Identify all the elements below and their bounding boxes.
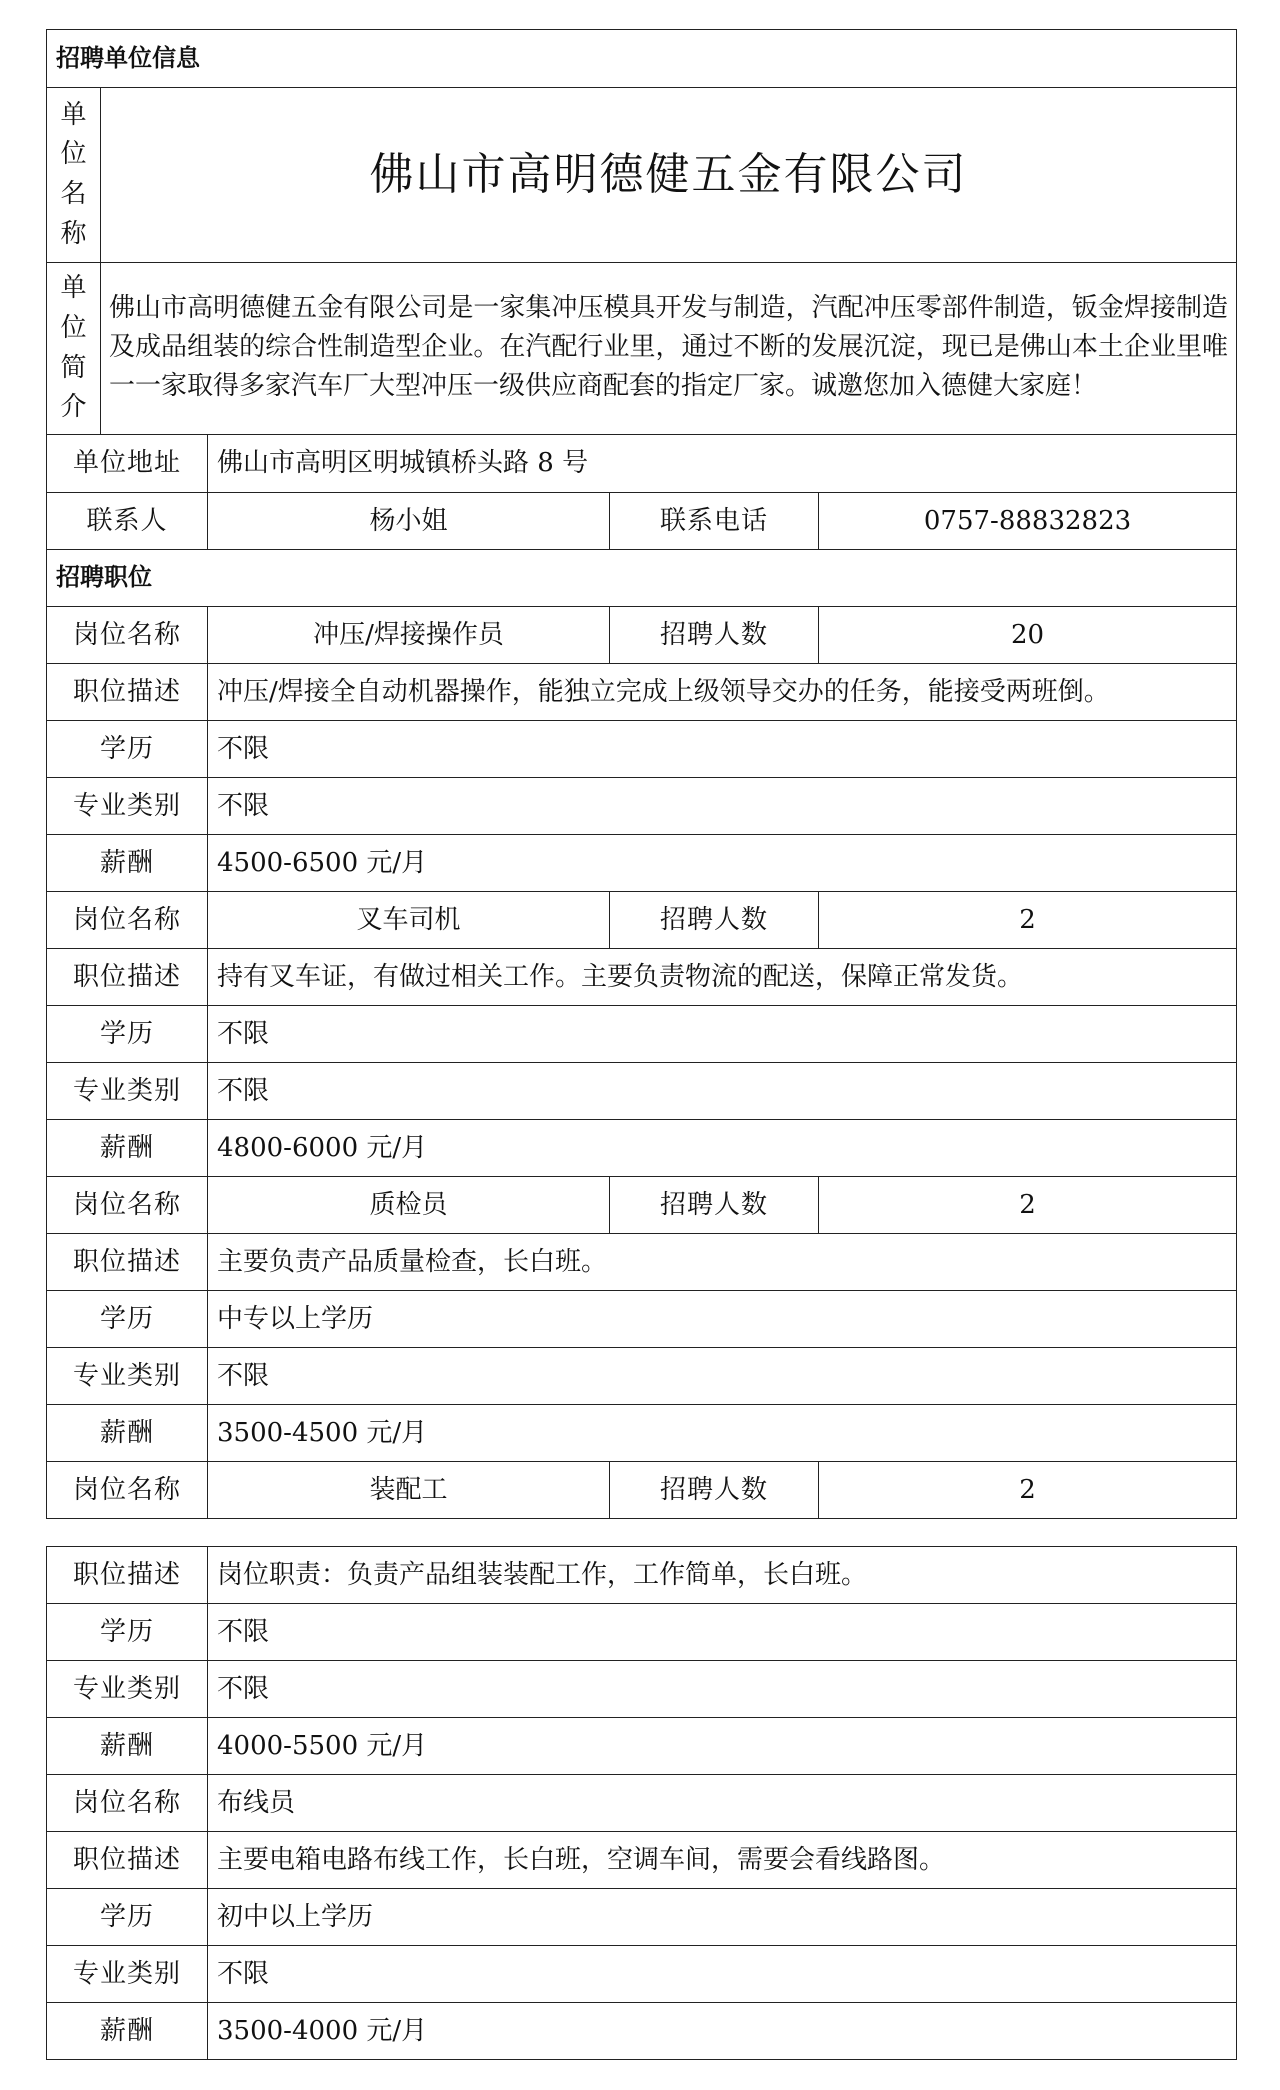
education-value: 不限 — [208, 1006, 1237, 1063]
job-description-row — [47, 1547, 1237, 1604]
salary-label: 薪酬 — [47, 835, 208, 892]
salary-row — [47, 1405, 1237, 1462]
unit-section-row — [47, 30, 1237, 88]
salary-value: 4500-6500 元/月 — [208, 835, 1237, 892]
job-name-label: 岗位名称 — [47, 892, 208, 949]
headcount-label: 招聘人数 — [610, 1177, 819, 1234]
description-label: 职位描述 — [47, 1234, 208, 1291]
address-row — [47, 435, 1237, 493]
unit-name-label-char: 单 — [60, 99, 87, 130]
job-name-row — [47, 607, 1237, 664]
description-label: 职位描述 — [47, 664, 208, 721]
salary-value: 4000-5500 元/月 — [208, 1718, 1237, 1775]
major-row — [47, 1063, 1237, 1120]
company-name: 佛山市高明德健五金有限公司 — [101, 88, 1237, 263]
unit-name-row — [47, 88, 1237, 263]
major-label: 专业类别 — [47, 778, 208, 835]
unit-intro-label-char: 位 — [60, 312, 87, 343]
education-value: 中专以上学历 — [208, 1291, 1237, 1348]
education-value: 不限 — [208, 1604, 1237, 1661]
salary-row — [47, 1120, 1237, 1177]
job-name-row — [47, 1775, 1237, 1832]
recruitment-table-part2 — [46, 1546, 1237, 2060]
job-name-label: 岗位名称 — [47, 1177, 208, 1234]
job-description-row — [47, 949, 1237, 1006]
education-value: 初中以上学历 — [208, 1889, 1237, 1946]
salary-label: 薪酬 — [47, 2003, 208, 2060]
major-row — [47, 1661, 1237, 1718]
salary-row — [47, 1718, 1237, 1775]
major-label: 专业类别 — [47, 1063, 208, 1120]
job-name-label: 岗位名称 — [47, 607, 208, 664]
education-label: 学历 — [47, 1604, 208, 1661]
education-row — [47, 1889, 1237, 1946]
major-value: 不限 — [208, 1661, 1237, 1718]
major-row — [47, 778, 1237, 835]
unit-intro-label — [47, 263, 101, 435]
headcount-value: 2 — [819, 1462, 1237, 1519]
job-name-row — [47, 892, 1237, 949]
education-label: 学历 — [47, 1889, 208, 1946]
contact-row — [47, 493, 1237, 550]
job-description: 冲压/焊接全自动机器操作，能独立完成上级领导交办的任务，能接受两班倒。 — [208, 664, 1237, 721]
headcount-value: 2 — [819, 1177, 1237, 1234]
contact-value: 杨小姐 — [208, 493, 610, 550]
recruitment-table-part1 — [46, 29, 1237, 1519]
major-value: 不限 — [208, 778, 1237, 835]
job-name: 布线员 — [208, 1775, 1237, 1832]
job-name-row — [47, 1462, 1237, 1519]
unit-section-title: 招聘单位信息 — [47, 30, 1237, 88]
salary-value: 3500-4500 元/月 — [208, 1405, 1237, 1462]
headcount-label: 招聘人数 — [610, 607, 819, 664]
major-row — [47, 1348, 1237, 1405]
major-value: 不限 — [208, 1063, 1237, 1120]
job-name: 叉车司机 — [208, 892, 610, 949]
address-label: 单位地址 — [47, 435, 208, 493]
job-name: 冲压/焊接操作员 — [208, 607, 610, 664]
phone-label: 联系电话 — [610, 493, 819, 550]
headcount-label: 招聘人数 — [610, 1462, 819, 1519]
salary-row — [47, 835, 1237, 892]
job-description-row — [47, 1234, 1237, 1291]
major-value: 不限 — [208, 1348, 1237, 1405]
phone-value: 0757-88832823 — [819, 493, 1237, 550]
description-label: 职位描述 — [47, 1832, 208, 1889]
education-label: 学历 — [47, 721, 208, 778]
job-name-label: 岗位名称 — [47, 1462, 208, 1519]
unit-intro-label-char: 单 — [60, 273, 87, 304]
job-description: 持有叉车证，有做过相关工作。主要负责物流的配送，保障正常发货。 — [208, 949, 1237, 1006]
major-value: 不限 — [208, 1946, 1237, 2003]
unit-intro-label-char: 介 — [60, 392, 87, 423]
salary-label: 薪酬 — [47, 1405, 208, 1462]
address-value: 佛山市高明区明城镇桥头路 8 号 — [208, 435, 1237, 493]
unit-name-label-char: 称 — [60, 218, 87, 249]
jobs-section-title: 招聘职位 — [47, 550, 1237, 607]
unit-intro-row — [47, 263, 1237, 435]
job-description: 主要电箱电路布线工作，长白班，空调车间，需要会看线路图。 — [208, 1832, 1237, 1889]
education-label: 学历 — [47, 1291, 208, 1348]
unit-intro-label-char: 简 — [60, 352, 87, 383]
job-description-row — [47, 664, 1237, 721]
headcount-value: 2 — [819, 892, 1237, 949]
description-label: 职位描述 — [47, 1547, 208, 1604]
major-label: 专业类别 — [47, 1946, 208, 2003]
job-description: 主要负责产品质量检查，长白班。 — [208, 1234, 1237, 1291]
education-value: 不限 — [208, 721, 1237, 778]
education-row — [47, 1604, 1237, 1661]
headcount-label: 招聘人数 — [610, 892, 819, 949]
job-name-row — [47, 1177, 1237, 1234]
job-name: 装配工 — [208, 1462, 610, 1519]
education-row — [47, 721, 1237, 778]
job-description-row — [47, 1832, 1237, 1889]
major-label: 专业类别 — [47, 1661, 208, 1718]
description-label: 职位描述 — [47, 949, 208, 1006]
salary-value: 4800-6000 元/月 — [208, 1120, 1237, 1177]
job-description: 岗位职责：负责产品组装装配工作，工作简单，长白班。 — [208, 1547, 1237, 1604]
education-row — [47, 1006, 1237, 1063]
jobs-section-row — [47, 550, 1237, 607]
education-label: 学历 — [47, 1006, 208, 1063]
unit-name-label-char: 名 — [60, 179, 87, 209]
job-name: 质检员 — [208, 1177, 610, 1234]
company-intro: 佛山市高明德健五金有限公司是一家集冲压模具开发与制造，汽配冲压零部件制造，钣金焊接制造及成品组装的综合性制造型企业。在汽配行业里，通过不断的发展沉淀，现已是佛山本土企业里唯一一家取得多家汽车厂大型冲压一级供应商配套的指定厂家。诚邀您加入德健大家庭！ — [101, 263, 1237, 435]
salary-row — [47, 2003, 1237, 2060]
major-row — [47, 1946, 1237, 2003]
education-row — [47, 1291, 1237, 1348]
contact-label: 联系人 — [47, 493, 208, 550]
unit-name-label-char: 位 — [60, 139, 87, 170]
salary-label: 薪酬 — [47, 1120, 208, 1177]
job-name-label: 岗位名称 — [47, 1775, 208, 1832]
major-label: 专业类别 — [47, 1348, 208, 1405]
salary-value: 3500-4000 元/月 — [208, 2003, 1237, 2060]
unit-name-label — [47, 88, 101, 263]
salary-label: 薪酬 — [47, 1718, 208, 1775]
headcount-value: 20 — [819, 607, 1237, 664]
